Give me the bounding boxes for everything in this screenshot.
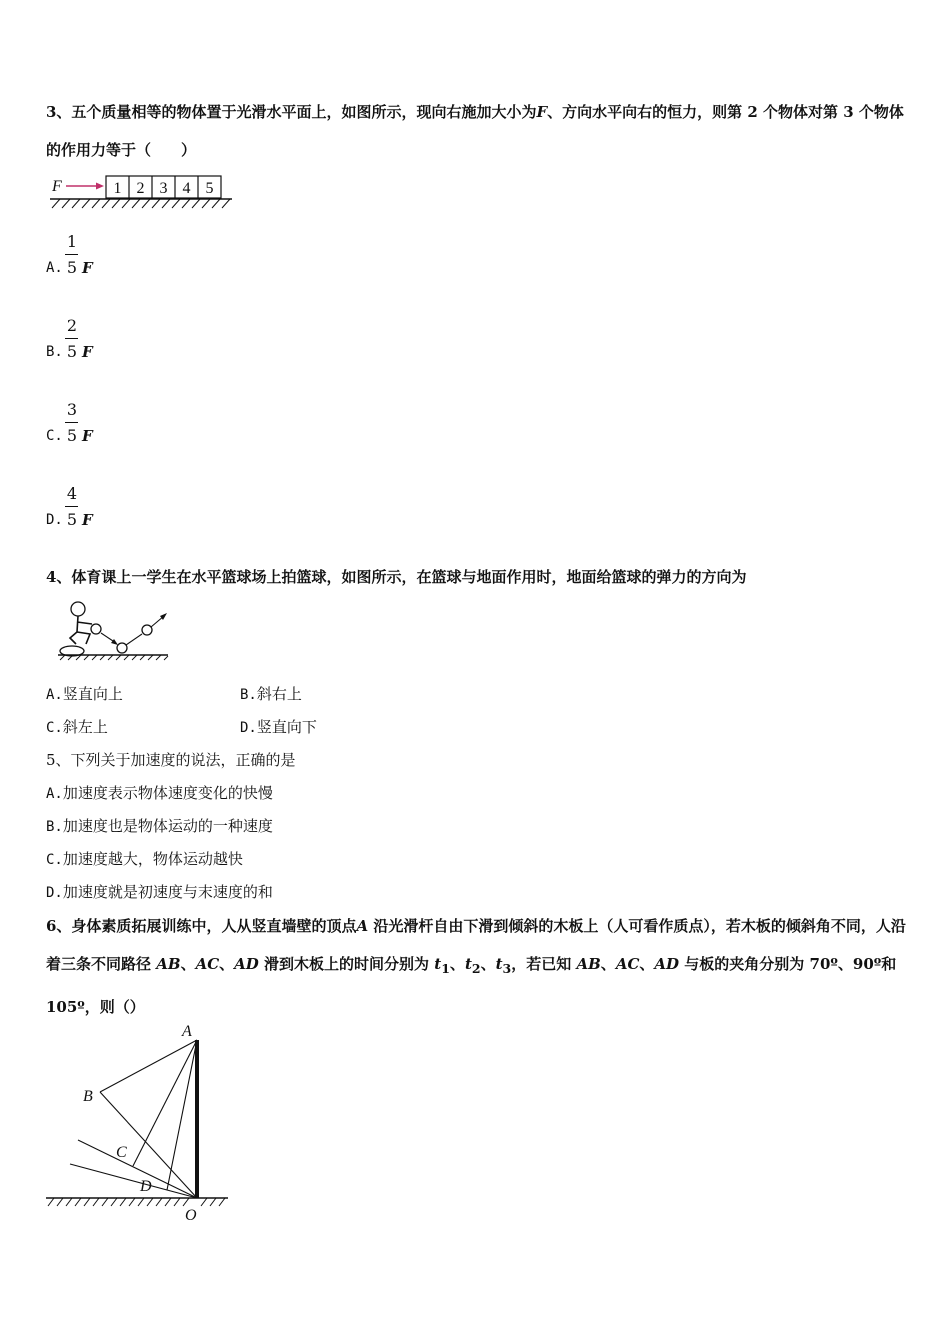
block-4-label: 4 — [182, 180, 191, 197]
q3-stem — [46, 93, 908, 169]
q6-stem-part: 与板的夹角分别为 70º、90º和 105º，则（） — [46, 955, 897, 1016]
ball-on-ground — [117, 643, 127, 653]
option-text: 加速度就是初速度与末速度的和 — [62, 883, 273, 901]
q5-option-a[interactable] — [46, 783, 273, 804]
trajectory-out-1 — [126, 634, 142, 645]
fraction-bar — [65, 338, 78, 339]
q6-subscript: 3 — [502, 961, 512, 976]
q6-stem-part: 沿光滑杆自由下滑到倾斜的木板上（人可看作质点），若木板的倾斜角不同，人沿着三条不同路径 — [46, 917, 906, 973]
ground-hatching — [52, 199, 230, 208]
q3-option-d[interactable] — [46, 484, 166, 538]
option-letter: B. — [240, 687, 257, 703]
option-letter: D. — [46, 512, 63, 528]
option-letter: A. — [46, 786, 63, 802]
option-letter: D. — [240, 720, 257, 736]
ball-rebound — [142, 625, 152, 635]
q3-stem-part: 3、五个质量相等的物体置于光滑水平面上，如图所示，现向右施加大小为 — [46, 103, 537, 121]
q3-blocks-figure — [46, 172, 236, 214]
q6-stem — [46, 907, 908, 1026]
q6-var: AC — [195, 955, 220, 973]
option-letter: B. — [46, 344, 63, 360]
fraction-numerator: 1 — [66, 232, 78, 251]
q6-subscript: 2 — [471, 961, 481, 976]
point-d-label: D — [140, 1178, 152, 1195]
option-letter: C. — [46, 720, 63, 736]
block-1-label: 1 — [113, 180, 122, 197]
point-o-label: O — [185, 1207, 197, 1224]
fraction-denominator: 5 — [66, 258, 78, 277]
option-letter: C. — [46, 428, 63, 444]
q5-option-b[interactable] — [46, 816, 273, 837]
student-body — [70, 616, 78, 644]
q6-sep: 、 — [639, 955, 655, 973]
student-leg — [77, 632, 90, 644]
path-ac — [133, 1040, 197, 1166]
q5-option-d[interactable] — [46, 882, 273, 903]
q6-subscript: 1 — [441, 961, 450, 976]
q4-stem: 4、体育课上一学生在水平篮球场上拍篮球，如图所示，在篮球与地面作用时，地面给篮球的弹力的方向为 — [46, 568, 747, 586]
q3-option-a[interactable] — [46, 232, 166, 286]
fraction-bar — [65, 506, 78, 507]
student-arm — [77, 622, 92, 624]
q4-option-c[interactable] — [46, 717, 108, 738]
fraction-unit: F — [82, 343, 93, 361]
board-d — [70, 1164, 197, 1198]
ball-in-hand — [91, 624, 101, 634]
option-text: 斜右上 — [256, 685, 302, 703]
q6-var: AB — [156, 955, 181, 973]
fraction-denominator: 5 — [66, 426, 78, 445]
q3-option-c[interactable] — [46, 400, 166, 454]
option-letter: B. — [46, 819, 63, 835]
option-text: 加速度表示物体速度变化的快慢 — [62, 784, 273, 802]
q6-stem-part: 6、身体素质拓展训练中，人从竖直墙壁的顶点 — [46, 917, 357, 935]
q6-stem-part: ，若已知 — [511, 955, 577, 973]
q4-option-d[interactable] — [240, 717, 317, 738]
path-ad — [167, 1040, 197, 1190]
q6-sep: 、 — [180, 955, 196, 973]
q4-basketball-figure — [56, 598, 172, 662]
block-5-label: 5 — [205, 180, 214, 197]
q6-var: AB — [576, 955, 601, 973]
fraction-unit: F — [82, 427, 93, 445]
option-letter: D. — [46, 885, 63, 901]
q6-var: t — [495, 955, 503, 973]
point-a-label: A — [182, 1023, 192, 1040]
option-text: 竖直向下 — [256, 718, 317, 736]
q4-option-b[interactable] — [240, 684, 302, 705]
q6-sep: 、 — [449, 955, 465, 973]
q4-option-a[interactable] — [46, 684, 123, 705]
fraction-bar — [65, 422, 78, 423]
point-c-label: C — [116, 1144, 127, 1161]
q5-option-c[interactable] — [46, 849, 243, 870]
q6-sep: 、 — [600, 955, 616, 973]
q3-force-var: F — [536, 103, 548, 121]
q6-var: t — [434, 955, 442, 973]
fraction-numerator: 3 — [66, 400, 78, 419]
q3-stem-part: 、方向水平向右的恒力，则第 2 个物体对第 3 个物体的作用力等于（ ） — [46, 103, 904, 159]
q6-var: A — [356, 917, 369, 935]
q6-var: t — [464, 955, 472, 973]
fraction-denominator: 5 — [66, 342, 78, 361]
block-2-label: 2 — [136, 180, 145, 197]
option-text: 加速度越大，物体运动越快 — [62, 850, 243, 868]
fraction-unit: F — [82, 511, 93, 529]
q6-sep: 、 — [480, 955, 496, 973]
ground-hatching — [48, 1198, 225, 1206]
fraction-unit: F — [82, 259, 93, 277]
option-text: 斜左上 — [62, 718, 108, 736]
path-ab — [100, 1040, 197, 1092]
q6-stem-part: 滑到木板上的时间分别为 — [258, 955, 435, 973]
student-head — [71, 602, 85, 616]
option-letter: A. — [46, 687, 63, 703]
option-letter: A. — [46, 260, 63, 276]
q3-option-b[interactable] — [46, 316, 166, 370]
q6-sep: 、 — [219, 955, 235, 973]
fraction-numerator: 2 — [66, 316, 78, 335]
board-c — [78, 1140, 197, 1198]
point-b-label: B — [83, 1088, 93, 1105]
q3-figure-force-label: F — [52, 178, 62, 195]
block-3-label: 3 — [159, 180, 168, 197]
option-text: 加速度也是物体运动的一种速度 — [62, 817, 273, 835]
q6-var: AC — [615, 955, 640, 973]
fraction-denominator: 5 — [66, 510, 78, 529]
q6-var: AD — [654, 955, 680, 973]
q6-wall-figure — [40, 1018, 240, 1228]
option-letter: C. — [46, 852, 63, 868]
q5-stem: 5、下列关于加速度的说法，正确的是 — [46, 751, 296, 769]
force-arrow-head — [96, 183, 104, 190]
fraction-bar — [65, 254, 78, 255]
q6-var: AD — [234, 955, 259, 973]
option-text: 竖直向上 — [62, 685, 123, 703]
fraction-numerator: 4 — [66, 484, 78, 503]
